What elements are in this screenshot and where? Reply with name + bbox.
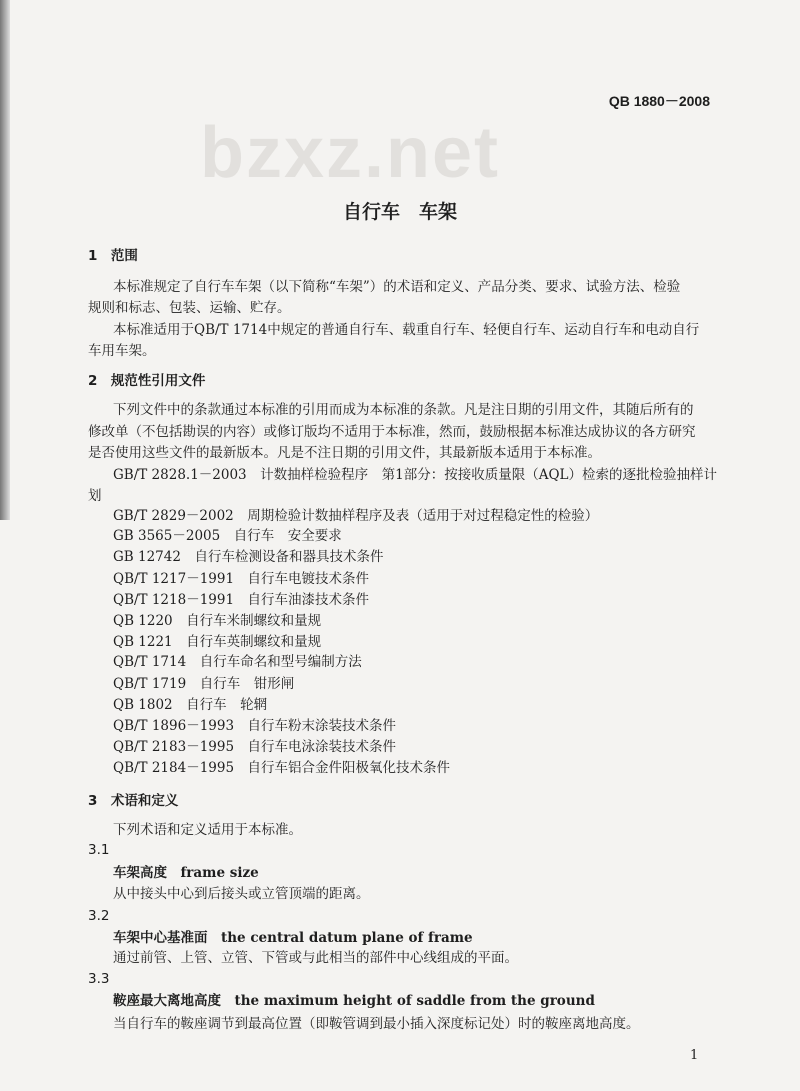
page-title: 自行车 车架 xyxy=(342,201,457,223)
term-title: 鞍座最大离地高度 the maximum height of saddle from the ground xyxy=(113,993,595,1009)
term-number: 3.1 xyxy=(88,842,110,858)
term-title: 车架中心基准面 the central datum plane of frame xyxy=(113,930,473,946)
paragraph-line: 本标准适用于QB/T 1714中规定的普通自行车、载重自行车、轻便自行车、运动自行车和电动自行 xyxy=(113,322,700,338)
paragraph-line: 修改单（不包括勘误的内容）或修订版均不适用于本标准，然而，鼓励根据本标准达成协议的各方研究 xyxy=(88,424,696,440)
term-definition: 通过前管、上管、立管、下管或与此相当的部件中心线组成的平面。 xyxy=(113,950,518,966)
reference-item: 划 xyxy=(88,488,102,504)
reference-item: QB 1221 自行车英制螺纹和量规 xyxy=(113,634,322,650)
paragraph-line: 下列术语和定义适用于本标准。 xyxy=(113,822,302,838)
term-definition: 从中接头中心到后接头或立管顶端的距离。 xyxy=(113,886,370,902)
reference-item: QB/T 1714 自行车命名和型号编制方法 xyxy=(113,654,362,670)
paragraph-line: 车用车架。 xyxy=(88,343,156,359)
reference-item: QB/T 1896－1993 自行车粉末涂装技术条件 xyxy=(113,718,397,734)
scan-edge xyxy=(0,0,10,520)
term-number: 3.2 xyxy=(88,908,110,924)
paragraph-line: 下列文件中的条款通过本标准的引用而成为本标准的条款。凡是注日期的引用文件，其随后所有的 xyxy=(113,402,694,418)
paragraph-line: 是否使用这些文件的最新版本。凡是不注日期的引用文件，其最新版本适用于本标准。 xyxy=(88,445,601,461)
section-heading: 1 范围 xyxy=(88,248,138,264)
term-definition: 当自行车的鞍座调节到最高位置（即鞍管调到最小插入深度标记处）时的鞍座离地高度。 xyxy=(113,1016,640,1032)
section-heading: 3 术语和定义 xyxy=(88,793,179,809)
reference-item: QB/T 1719 自行车 钳形闸 xyxy=(113,676,295,692)
reference-item: GB 12742 自行车检测设备和器具技术条件 xyxy=(113,549,384,565)
watermark: bzxz.net xyxy=(200,113,501,193)
term-title: 车架高度 frame size xyxy=(113,865,259,881)
paragraph-line: 本标准规定了自行车车架（以下简称“车架”）的术语和定义、产品分类、要求、试验方法、检验 xyxy=(113,279,681,295)
reference-item: QB/T 1218－1991 自行车油漆技术条件 xyxy=(113,592,370,608)
reference-item: GB/T 2828.1－2003 计数抽样检验程序 第1部分：按接收质量限（AQL）检索的逐批检验抽样计 xyxy=(113,467,718,483)
section-heading: 2 规范性引用文件 xyxy=(88,373,206,389)
paragraph-line: 规则和标志、包装、运输、贮存。 xyxy=(88,300,291,316)
term-number: 3.3 xyxy=(88,971,110,987)
reference-item: QB 1220 自行车米制螺纹和量规 xyxy=(113,613,322,629)
reference-item: QB/T 2184－1995 自行车铝合金件阳极氧化技术条件 xyxy=(113,760,451,776)
reference-item: QB/T 2183－1995 自行车电泳涂装技术条件 xyxy=(113,739,397,755)
reference-item: QB/T 1217－1991 自行车电镀技术条件 xyxy=(113,571,370,587)
standard-number: QB 1880－2008 xyxy=(608,93,710,109)
page-number: 1 xyxy=(690,1048,699,1063)
reference-item: QB 1802 自行车 轮辋 xyxy=(113,697,268,713)
reference-item: GB/T 2829－2002 周期检验计数抽样程序及表（适用于对过程稳定性的检验） xyxy=(113,508,599,524)
reference-item: GB 3565－2005 自行车 安全要求 xyxy=(113,528,342,544)
